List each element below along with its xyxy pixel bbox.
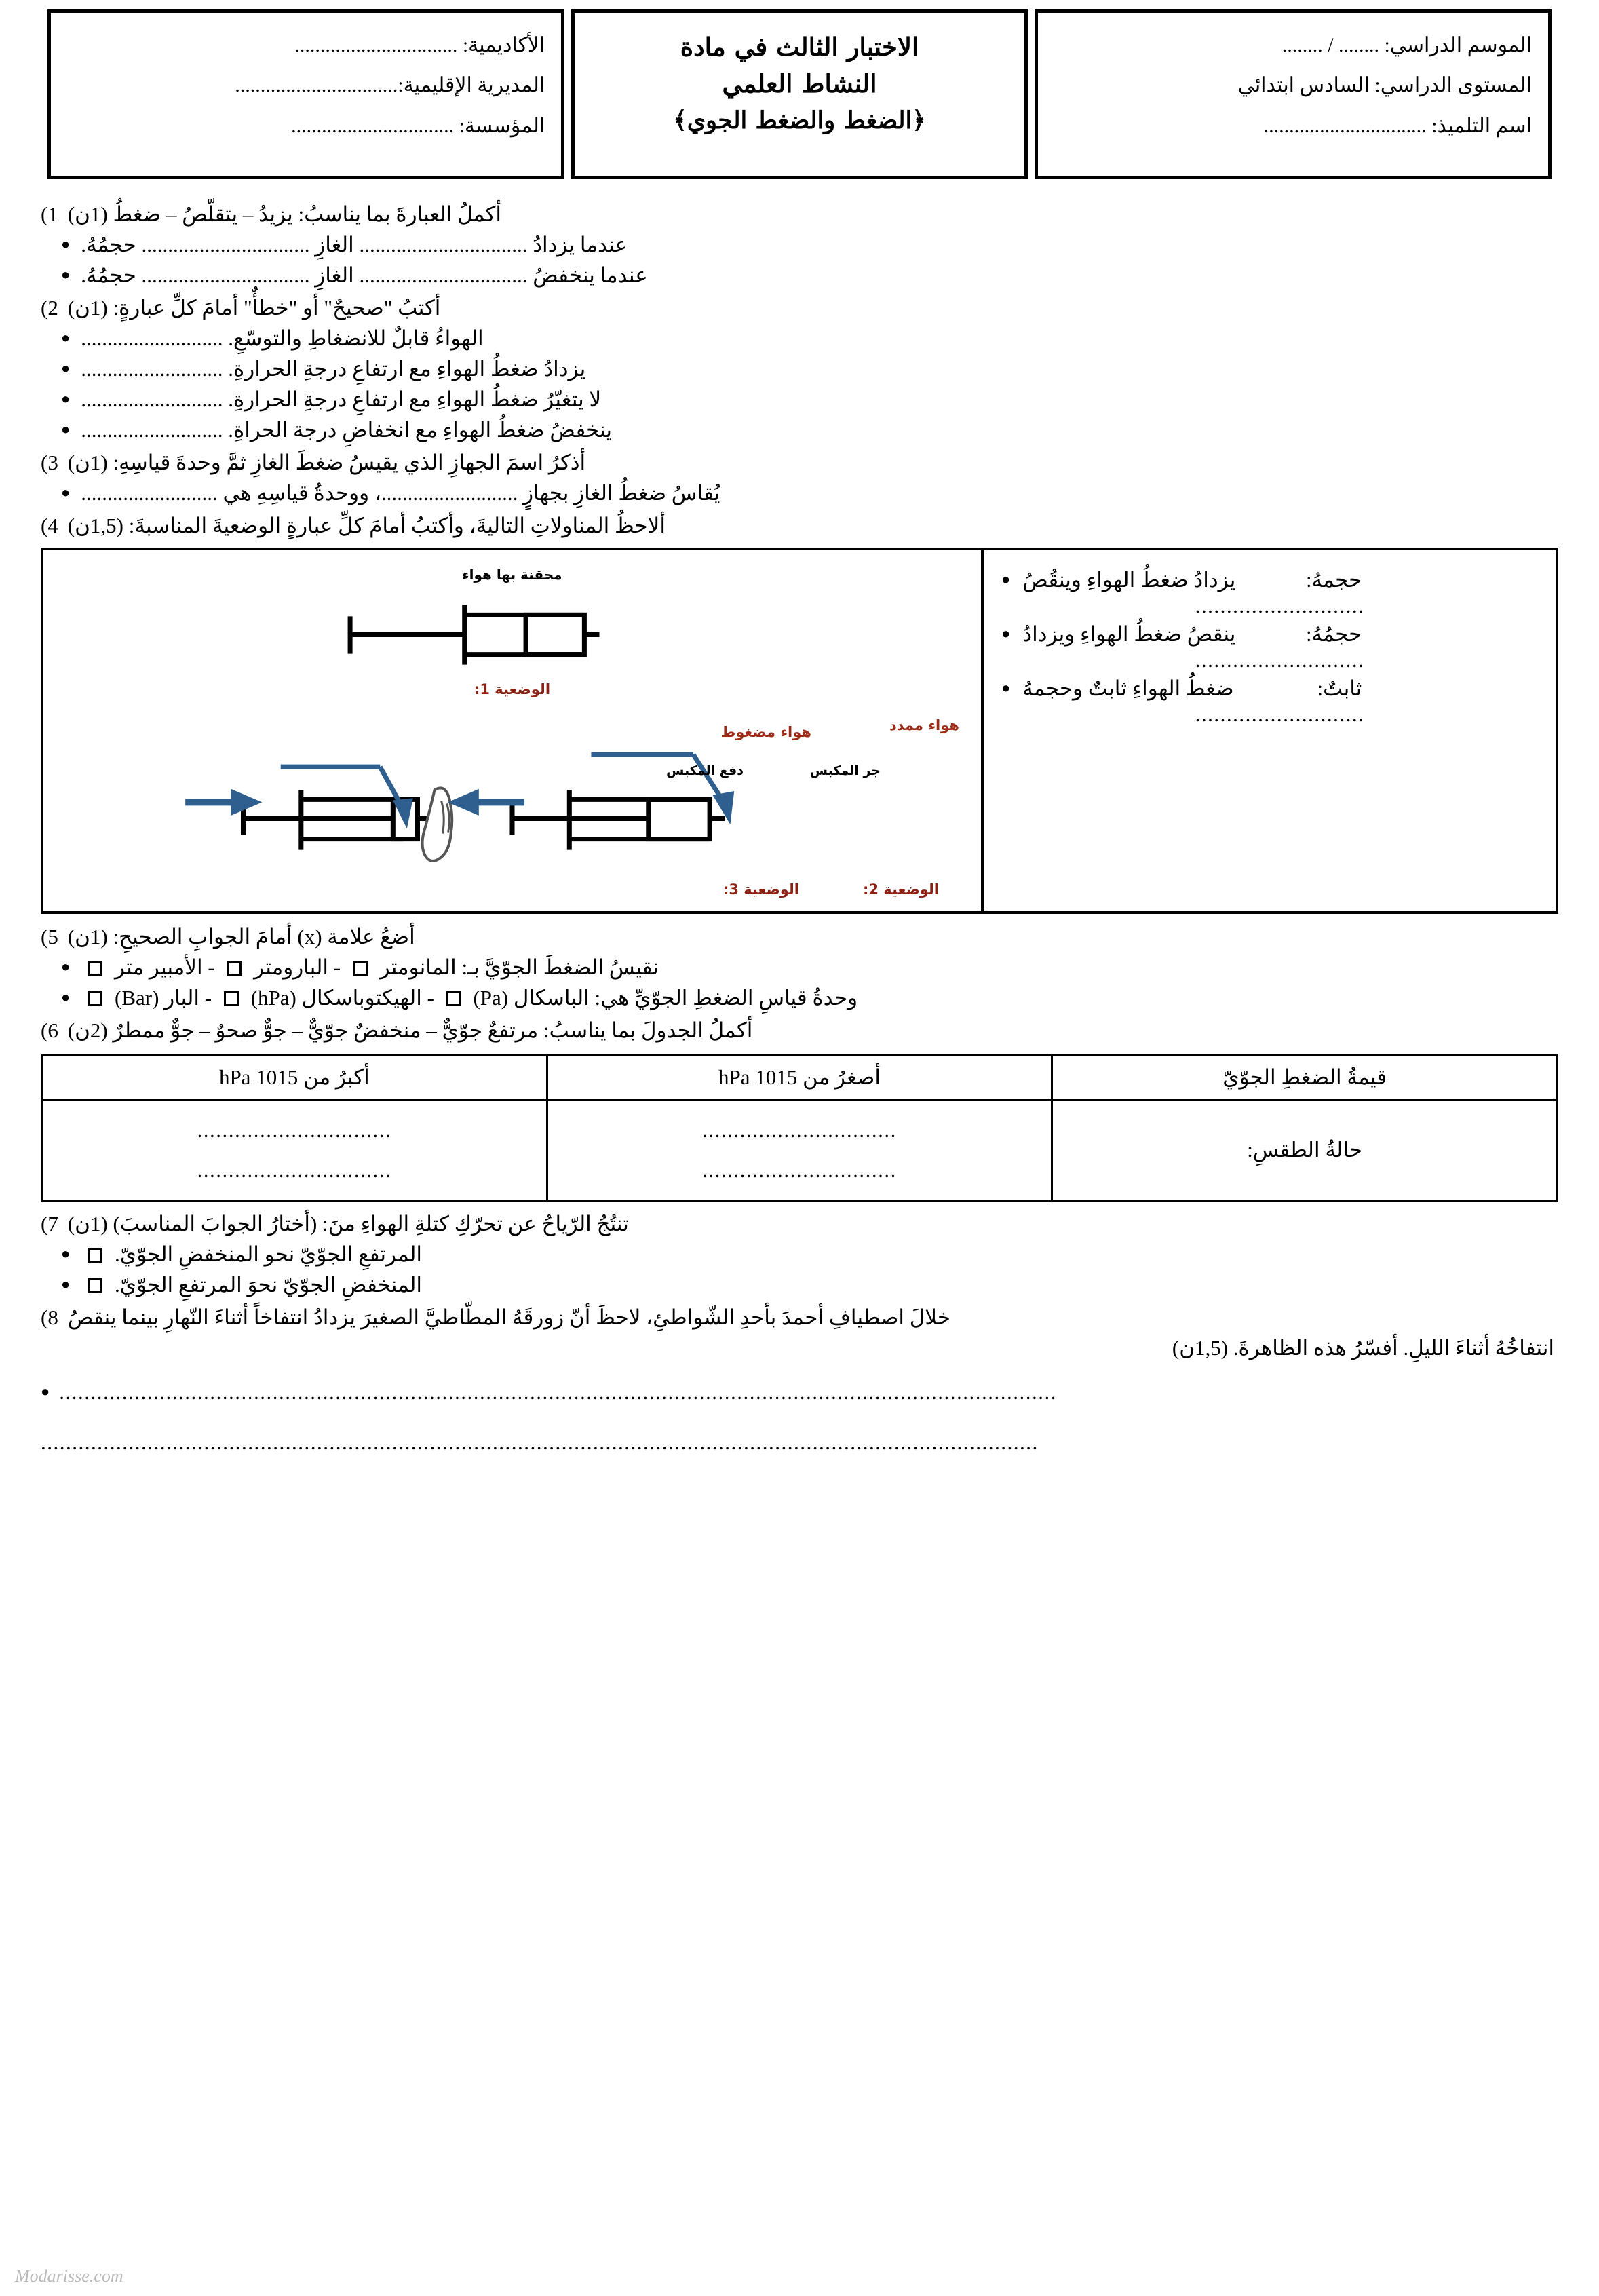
hand-icon (422, 788, 452, 861)
question-7-option-2 (41, 1273, 1558, 1297)
question-5-option-row-2 (41, 986, 1558, 1010)
table-cell-greater-answer[interactable] (42, 1101, 547, 1202)
header-cell-title (571, 9, 1028, 179)
question-8-text-line-1: خلالَ اصطيافِ أحمدَ بأحدِ الشّواطئِ، لاحظَ أنّ زورقَهُ المطّاطيَّ الصغيرَ يزدادُ انتفاخاً أثناءَ النّهارِ بينما ينقصُ (67, 1305, 950, 1329)
question-5-number: 5) (41, 925, 58, 949)
push-piston-arrow-icon (185, 794, 253, 810)
q7-option-1-text: المرتفعِ الجوّيّ نحو المنخفضِ الجوّيّ. (115, 1242, 423, 1266)
bullet-dot-icon: ● (61, 360, 71, 377)
position-2-label: الوضعية 2: (862, 881, 939, 898)
bullet-text: الهواءُ قابلٌ للانضغاطِ والتوسّعِ. ........................... (81, 326, 484, 350)
syringe-position-1 (350, 605, 599, 664)
table-row (42, 1101, 1558, 1202)
table-row (42, 1055, 1558, 1101)
question-2-bullet-2 (41, 357, 1558, 381)
academy-line: الأكاديمية: ................................ (294, 34, 545, 56)
q4-statement-3 (1001, 676, 1538, 727)
bullet-text: عندما يزدادُ ................................ الغازِ ................................ حجمُهُ. (81, 233, 628, 256)
checkbox-low-to-high[interactable] (88, 1278, 102, 1293)
question-4-box (41, 548, 1558, 914)
q5-opt1-choice-1: المانومتر (379, 955, 457, 979)
question-8-text-line-2-wrap (41, 1333, 1558, 1364)
question-3-number: 3) (41, 451, 58, 474)
syringe-position-2 (512, 790, 725, 849)
q4-statement-2 (1001, 622, 1538, 672)
cell-dots-line-1: ............................... (197, 1118, 392, 1142)
question-1-text: أكملُ العبارةَ بما يناسبُ: يزيدُ – يتقلّصُ – ضغطُ (1ن) (67, 202, 501, 226)
syringe-diagram-svg (43, 550, 981, 911)
bullet-dot-icon: ● (61, 484, 71, 501)
q4-statement-3-right: ثابتٌ: (1317, 676, 1362, 700)
q7-option-2-text: المنخفضِ الجوّيّ نحوَ المرتفعِ الجوّيّ. (115, 1272, 423, 1297)
syringe-position-3 (244, 790, 431, 849)
question-2 (41, 296, 1558, 320)
table-header-pressure-value: قيمةُ الضغطِ الجوّيّ (1052, 1055, 1558, 1101)
q5-opt2-choice-3: - البار (Bar) (115, 986, 212, 1010)
header-cell-academy-info (47, 9, 564, 179)
directorate-line: المديرية الإقليمية:................................ (235, 74, 545, 97)
bullet-dot-icon: ● (61, 421, 71, 438)
compressed-air-label: هواء مضغوط (720, 724, 811, 740)
bullet-text: يزدادُ ضغطُ الهواءِ مع ارتفاعِ درجةِ الحرارةِ. ........................... (81, 357, 586, 381)
question-4-number: 4) (41, 514, 58, 537)
question-6-text: أكملُ الجدولَ بما يناسبُ: مرتفعٌ جوّيٌّ – منخفضٌ جوّيٌّ – جوٌّ صحوٌ – جوٌّ ممطرٌ (2ن) (67, 1018, 753, 1042)
exam-title-line3: ﴿الضغط والضغط الجوي﴾ (673, 107, 926, 135)
bullet-text: ينخفضُ ضغطُ الهواءِ مع انخفاضِ درجة الحراةِ. ........................... (81, 418, 613, 442)
syringe-diagram (43, 550, 981, 911)
bullet-dot-icon: ● (61, 1244, 71, 1262)
question-4-text: ألاحظُ المناولاتِ التاليةَ، وأكتبُ أمامَ كلِّ عبارةٍ الوضعيةَ المناسبةَ: (1,5ن) (67, 514, 666, 537)
bullet-text: عندما ينخفضُ ................................ الغازِ ................................ حجمُهُ. (81, 263, 648, 287)
q4-statement-1-answer: ........................... (1195, 594, 1365, 617)
question-7-option-1 (41, 1242, 1558, 1267)
q4-statement-3-answer: ........................... (1195, 702, 1365, 726)
q4-statement-2-answer: ........................... (1195, 648, 1365, 672)
question-1-number: 1) (41, 202, 58, 226)
checkbox-bar[interactable] (88, 991, 102, 1006)
question-7 (41, 1212, 1558, 1236)
question-3 (41, 451, 1558, 475)
question-4-statements (981, 550, 1556, 911)
cell-dots-line-1: ............................... (702, 1118, 897, 1142)
q5-opt2-choice-2: - الهيكتوباسكال (hPa) (250, 986, 434, 1010)
question-5-text: أضعُ علامة (x) أمامَ الجوابِ الصحيحِ: (1ن) (67, 925, 415, 949)
institution-line: المؤسسة: ................................ (291, 114, 545, 137)
site-watermark: Modarisse.com (15, 2266, 123, 2286)
q5-opt1-choice-2: - البارومتر (254, 955, 341, 979)
exam-title-block (591, 25, 1008, 139)
bullet-dot-icon: ● (61, 266, 71, 283)
weather-table (41, 1054, 1558, 1202)
q4-statement-1 (1001, 568, 1538, 618)
position-1-label: الوضعية 1: (474, 681, 551, 697)
question-5 (41, 925, 1558, 949)
table-header-less-than: أصغرُ من 1015 hPa (547, 1055, 1052, 1101)
checkbox-barometer[interactable] (227, 961, 242, 976)
bullet-dot-icon: ● (61, 1275, 71, 1293)
question-3-bullet-1 (41, 481, 1558, 505)
checkbox-high-to-low[interactable] (88, 1248, 102, 1263)
student-name-line: اسم التلميذ: ................................ (1263, 114, 1532, 137)
question-2-number: 2) (41, 296, 58, 320)
question-6-number: 6) (41, 1018, 58, 1042)
bullet-dot-icon: ● (61, 235, 71, 252)
checkbox-hectopascal[interactable] (224, 991, 239, 1006)
q4-statement-2-left: ينقصُ ضغطُ الهواءِ ويزدادُ (1022, 622, 1236, 646)
question-2-bullet-4 (41, 418, 1558, 442)
q4-statement-1-left: يزدادُ ضغطُ الهواءِ وينقُصُ (1022, 568, 1236, 592)
question-2-bullet-1 (41, 326, 1558, 351)
question-2-text: أكتبُ "صحيحٌ" أو "خطأٌ" أمامَ كلِّ عبارةٍ: (1ن) (67, 296, 441, 320)
exam-header (41, 9, 1558, 179)
bullet-dot-icon: ● (61, 390, 71, 407)
position-3-label: الوضعية 3: (723, 881, 799, 898)
bullet-dot-icon: ● (41, 1383, 50, 1400)
bullet-dot-icon: ● (1001, 571, 1011, 588)
push-piston-label: دفع المكبس (666, 763, 744, 778)
q5-opt1-lead: نقيسُ الضغطَ الجوّيَّ بـ: (461, 955, 659, 979)
question-3-text: أذكرُ اسمَ الجهازِ الذي يقيسُ ضغطَ الغازِ ثمَّ وحدةَ قياسِهِ: (1ن) (67, 451, 586, 474)
question-4-diagram-area (43, 550, 981, 911)
season-line: الموسم الدراسي: ........ / ........ (1282, 34, 1532, 56)
syringe-label-top: محقنة بها هواء (462, 567, 562, 583)
bullet-dot-icon: ● (61, 989, 71, 1006)
checkbox-ammeter[interactable] (88, 961, 102, 976)
bullet-dot-icon: ● (1001, 625, 1011, 642)
question-6 (41, 1018, 1558, 1043)
expanded-air-label: هواء ممدد (889, 717, 959, 733)
bullet-dot-icon: ● (61, 329, 71, 346)
table-label-weather-state: حالةُ الطقسِ: (1052, 1101, 1558, 1202)
bullet-text: يُقاسُ ضغطُ الغازِ بجهازٍ ..........................، ووحدةُ قياسِهِ هي .......................... (81, 481, 720, 505)
level-line: المستوى الدراسي: السادس ابتدائي (1237, 74, 1532, 97)
question-8 (41, 1305, 1558, 1330)
table-cell-less-answer[interactable] (547, 1101, 1052, 1202)
checkbox-pascal[interactable] (446, 991, 461, 1006)
pull-piston-label: جر المكبس (809, 763, 881, 778)
question-7-text: تنتُجُ الرّياحُ عن تحرّكِ كتلةِ الهواءِ منَ: (أختارُ الجوابَ المناسبَ) (1ن) (67, 1211, 629, 1236)
q5-opt2-lead: وحدةُ قياسِ الضغطِ الجوّيِّ هي: (594, 986, 858, 1010)
answer-line-1: ............................................................................................................................................................... (59, 1380, 1058, 1404)
q4-statement-1-right: حجمهُ: (1305, 568, 1362, 592)
q4-statement-3-left: ضغطُ الهواءِ ثابتٌ وحجمهُ (1022, 676, 1234, 700)
table-header-greater-than: أكبرُ من 1015 hPa (42, 1055, 547, 1101)
exam-title-line1: الاختبار الثالث في مادة (680, 32, 919, 62)
question-8-answer-row-1[interactable] (41, 1371, 1558, 1414)
question-8-text-line-2: انتفاخُهُ أثناءَ الليلِ. أفسّرُ هذه الظاهرةَ. (1,5ن) (1172, 1335, 1554, 1360)
question-1-bullet-2 (41, 263, 1558, 288)
q5-opt1-choice-3: - الأمبير متر (115, 955, 215, 979)
bullet-dot-icon: ● (61, 958, 71, 975)
bullet-dot-icon: ● (1001, 679, 1011, 696)
q4-statement-2-right: حجمُهُ: (1305, 622, 1362, 646)
question-1 (41, 202, 1558, 227)
header-cell-school-info (1035, 9, 1552, 179)
question-8-number: 8) (41, 1305, 58, 1329)
question-2-bullet-3 (41, 387, 1558, 412)
bullet-text: لا يتغيّرُ ضغطُ الهواءِ مع ارتفاعِ درجةِ الحرارةِ. ........................... (81, 387, 602, 411)
question-4 (41, 514, 1558, 538)
cell-dots-line-2: ............................... (197, 1157, 392, 1182)
q5-opt2-choice-1: الباسكال (Pa) (473, 986, 590, 1010)
answer-line-2: ............................................................................................................................................................... (41, 1430, 1039, 1455)
checkbox-manometer[interactable] (353, 961, 368, 976)
cell-dots-line-2: ............................... (702, 1157, 897, 1182)
exam-title-line2: النشاط العلمي (722, 68, 877, 98)
question-5-option-row-1 (41, 955, 1558, 980)
question-7-number: 7) (41, 1211, 58, 1236)
question-8-answer-row-2[interactable] (41, 1421, 1558, 1464)
question-1-bullet-1 (41, 233, 1558, 257)
